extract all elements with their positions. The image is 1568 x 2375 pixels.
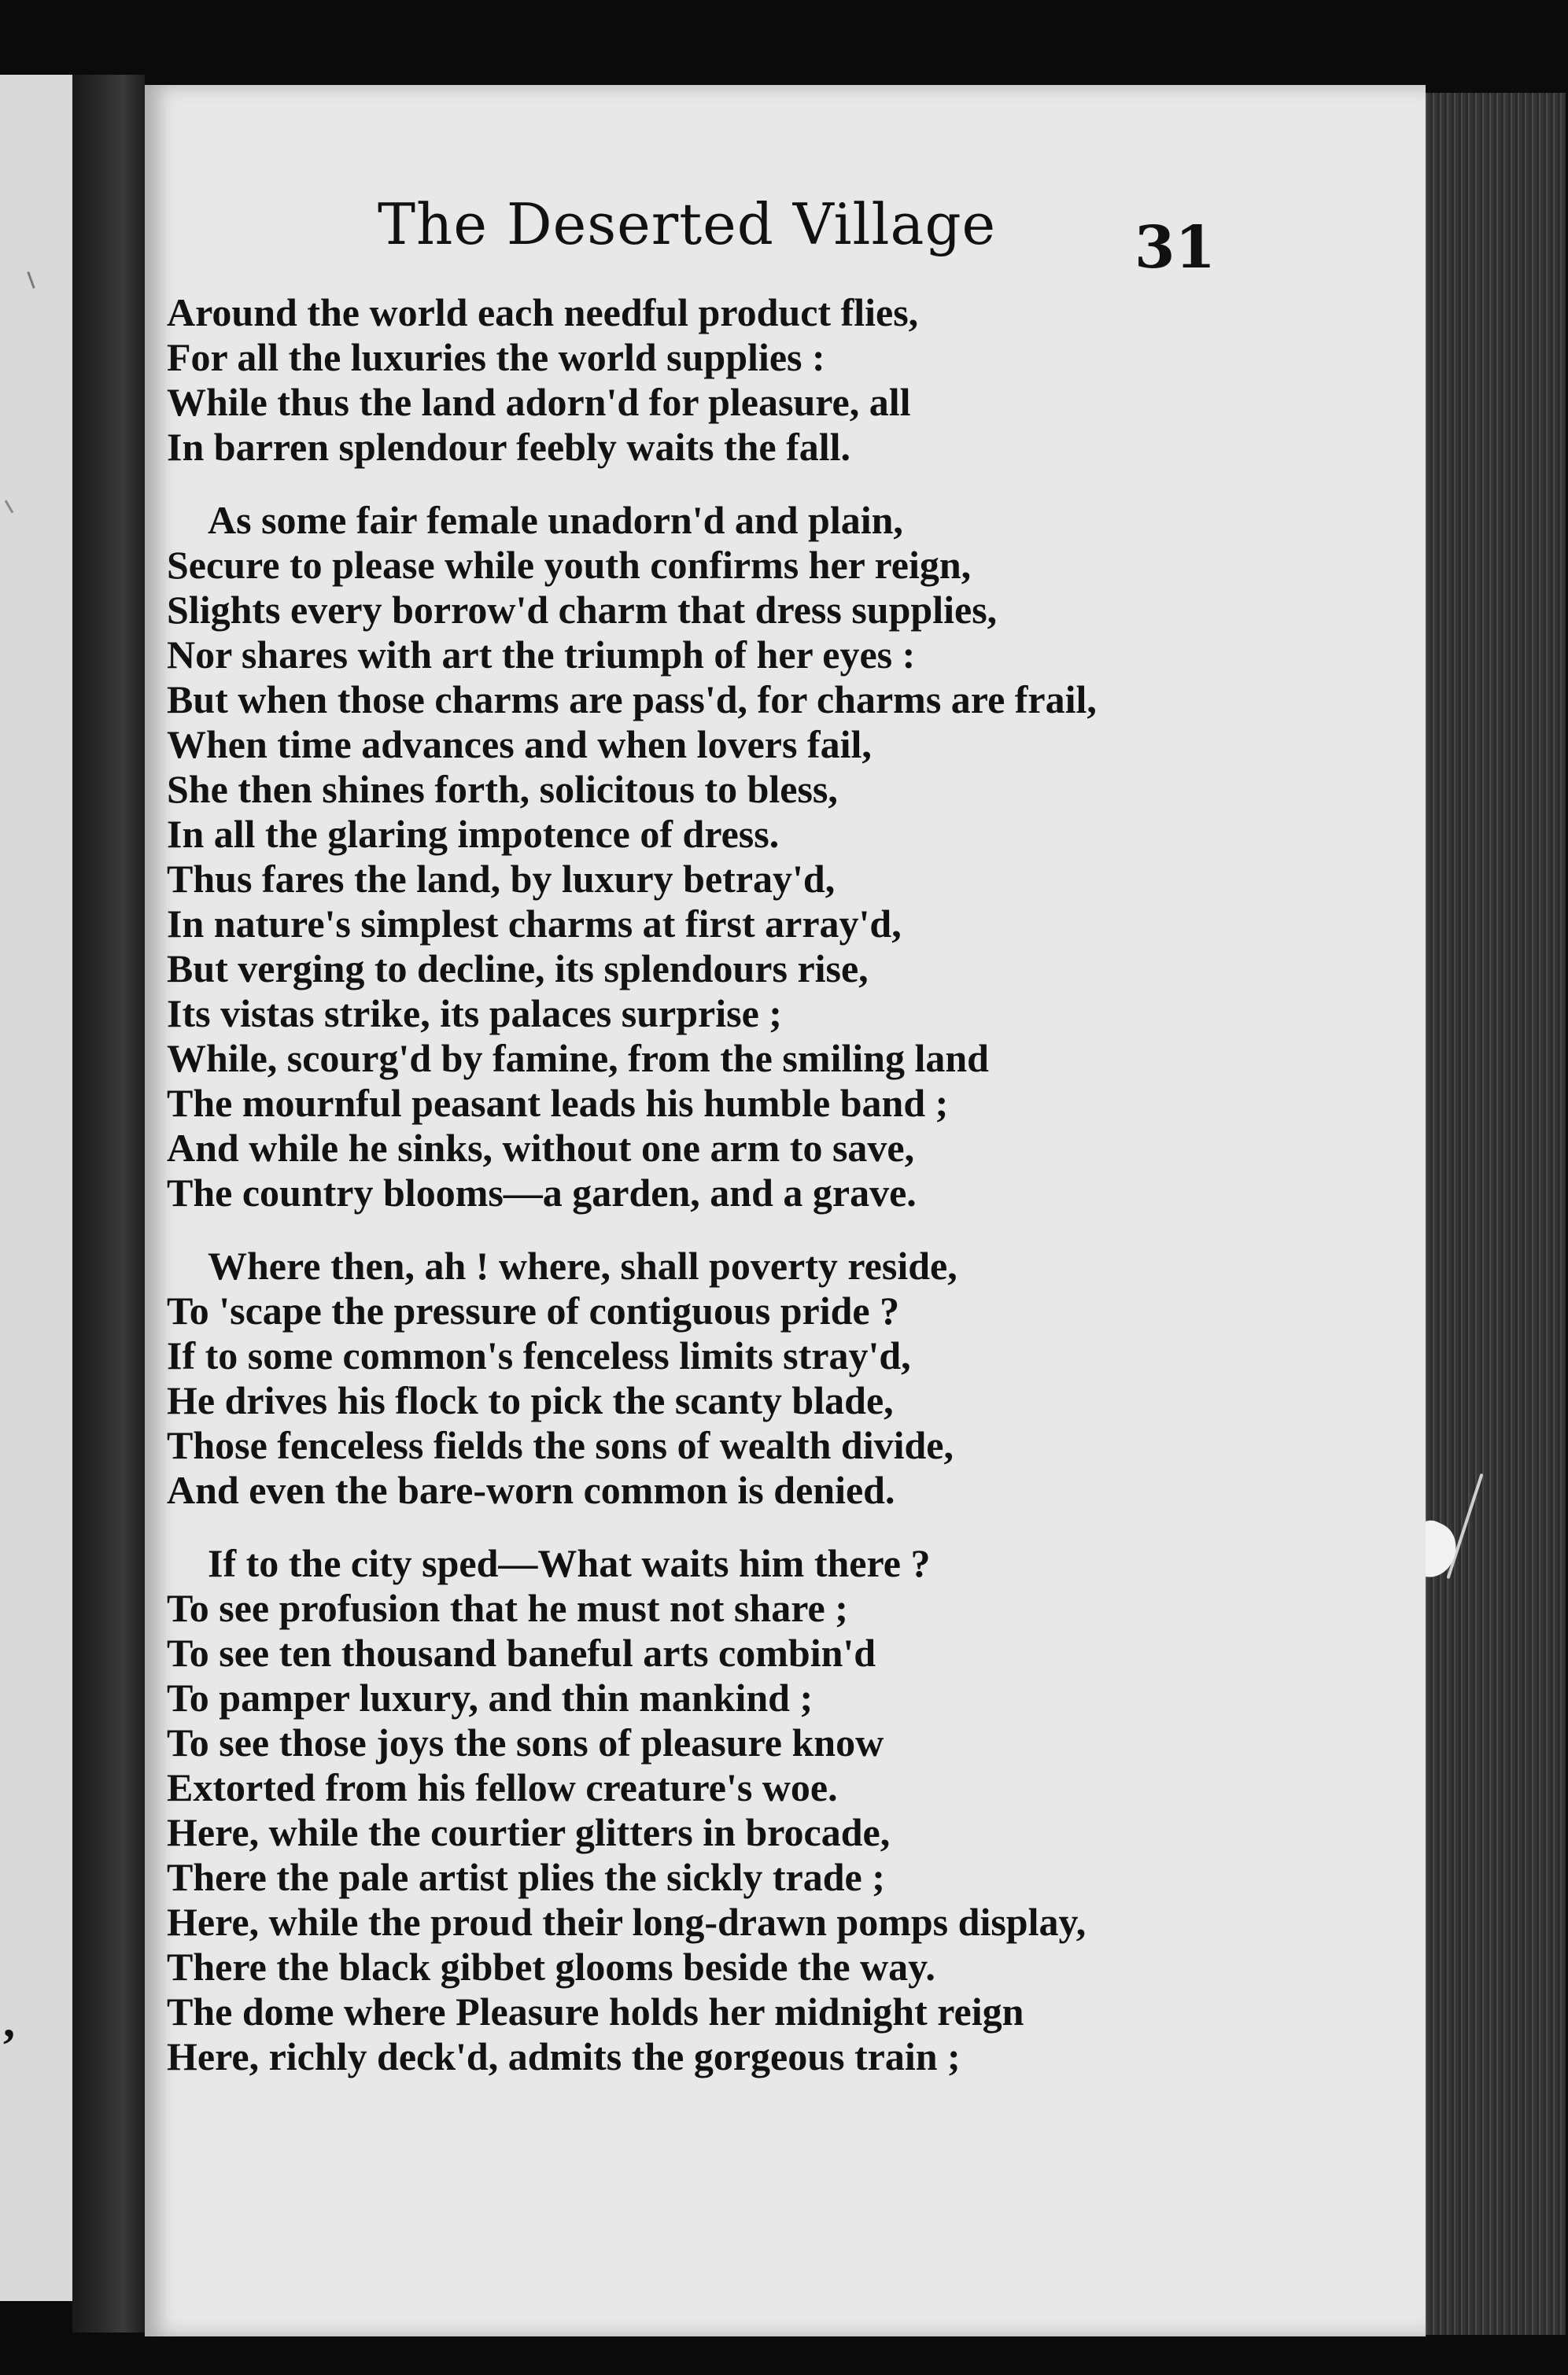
ink-speck (27, 271, 35, 289)
verse-line: But when those charms are pass'd, for charms are frail, (167, 677, 1097, 721)
running-title: The Deserted Village (378, 191, 997, 257)
verse-line: Thus fares the land, by luxury betray'd, (167, 857, 836, 901)
verse-line: Here, richly deck'd, admits the gorgeous train ; (167, 2034, 961, 2078)
ink-speck (5, 500, 14, 513)
stanza (167, 498, 1347, 1215)
running-header (378, 191, 1204, 270)
verse-line: In barren splendour feebly waits the fall. (167, 425, 851, 469)
verse-line: To see those joys the sons of pleasure know (167, 1720, 884, 1765)
verse-line: While, scourg'd by famine, from the smiling land (167, 1036, 989, 1080)
adjacent-left-page (0, 75, 72, 2301)
verse-line: There the black gibbet glooms beside the way. (167, 1945, 935, 1989)
stanza (167, 290, 1347, 470)
verse-line: To 'scape the pressure of contiguous pride ? (167, 1289, 900, 1333)
verse-line: Around the world each needful product flies, (167, 290, 919, 334)
verse-line: The country blooms—a garden, and a grave. (167, 1171, 917, 1215)
verse-line: Secure to please while youth confirms her reign, (167, 543, 972, 587)
verse-line: To see ten thousand baneful arts combin'd (167, 1631, 876, 1675)
verse-line: If to the city sped—What waits him there ? (208, 1541, 931, 1585)
verse-line: In nature's simplest charms at first array'd, (167, 902, 902, 946)
verse-line: There the pale artist plies the sickly trade ; (167, 1855, 885, 1899)
verse-line: When time advances and when lovers fail, (167, 722, 872, 766)
verse-line: As some fair female unadorn'd and plain, (208, 498, 903, 542)
verse-line: Those fenceless fields the sons of wealth divide, (167, 1423, 954, 1467)
verse-line: Here, while the courtier glitters in brocade, (167, 1810, 891, 1854)
verse-line: Here, while the proud their long-drawn pomps display, (167, 1900, 1087, 1944)
verse-line: For all the luxuries the world supplies : (167, 335, 825, 379)
page-number: 31 (1134, 214, 1216, 282)
verse-line: While thus the land adorn'd for pleasure, all (167, 380, 911, 424)
verse-line: But verging to decline, its splendours rise, (167, 946, 869, 990)
verse-line: Extorted from his fellow creature's woe. (167, 1765, 838, 1809)
verse-line: Its vistas strike, its palaces surprise ; (167, 991, 782, 1035)
verse-line: If to some common's fenceless limits stray'd, (167, 1333, 911, 1377)
left-page-punctuation-fragment: , (3, 1995, 15, 2047)
book-gutter (72, 75, 145, 2333)
verse-line: The dome where Pleasure holds her midnight reign (167, 1990, 1024, 2034)
verse-line: The mournful peasant leads his humble band ; (167, 1081, 949, 1125)
page-edges (1416, 93, 1566, 2335)
verse-line: To pamper luxury, and thin mankind ; (167, 1676, 814, 1720)
verse-line: And while he sinks, without one arm to save, (167, 1126, 915, 1170)
verse-line: Where then, ah ! where, shall poverty reside, (208, 1244, 957, 1288)
verse-line: In all the glaring impotence of dress. (167, 812, 780, 856)
stanza (167, 1244, 1347, 1513)
verse-line: Nor shares with art the triumph of her eyes : (167, 632, 916, 677)
stanza (167, 1541, 1347, 2079)
verse-line: Slights every borrow'd charm that dress supplies, (167, 588, 998, 632)
verse-line: He drives his flock to pick the scanty blade, (167, 1378, 894, 1422)
verse-line: She then shines forth, solicitous to bless, (167, 767, 838, 811)
verse-line: And even the bare-worn common is denied. (167, 1468, 895, 1512)
verse-line: To see profusion that he must not share ; (167, 1586, 848, 1630)
poem-text (167, 290, 1347, 2079)
